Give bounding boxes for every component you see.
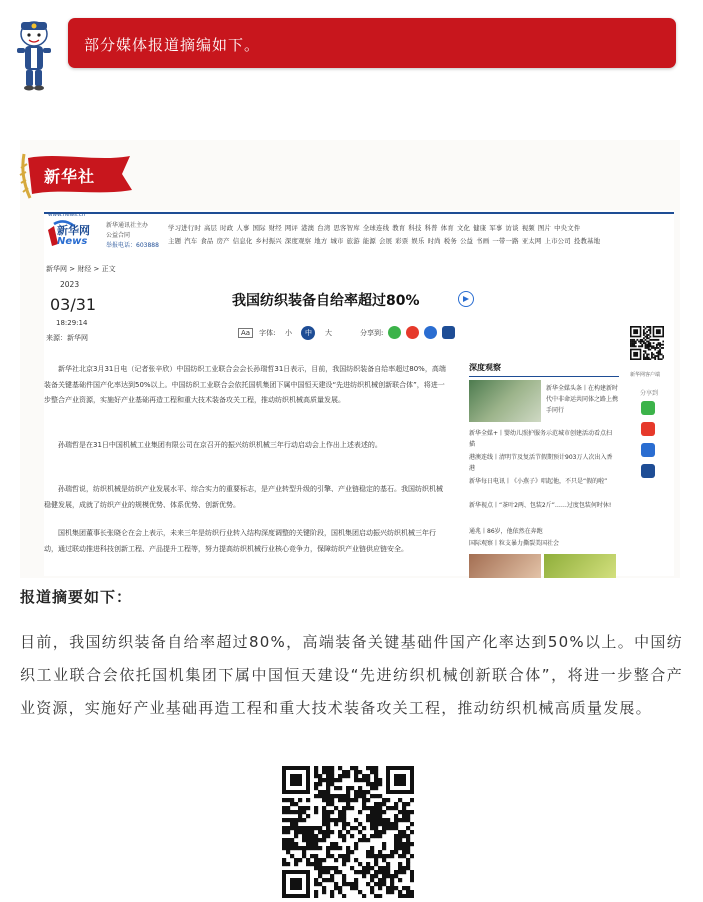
nav-link[interactable]: 高层 [203, 224, 218, 232]
font-mid-button[interactable]: 中 [301, 326, 315, 340]
nav-link[interactable]: 城市 [330, 237, 344, 245]
sidebar-item[interactable]: 新华全媒+丨婴幼儿照护服务示范城市创建活动看点扫描 [469, 430, 613, 448]
nav-link[interactable]: 思客智库 [333, 224, 360, 232]
nav-link[interactable]: 科普 [424, 224, 438, 232]
qr-code-icon [630, 326, 664, 360]
nav-link[interactable]: 彩票 [395, 237, 409, 245]
site-slogan: 新华通讯社主办 [106, 222, 149, 229]
nav-link[interactable]: 地方 [314, 237, 328, 245]
sidebar-image[interactable] [544, 554, 616, 578]
nav-link[interactable]: 视频 [521, 224, 535, 232]
nav-link[interactable]: 时尚 [427, 237, 441, 245]
nav-link[interactable]: 食品 [200, 237, 214, 245]
top-rule [44, 212, 674, 214]
nav-link[interactable]: 港澳 [301, 224, 315, 232]
audio-play-icon[interactable] [458, 291, 474, 307]
nav-link[interactable]: 人事 [236, 224, 250, 232]
wechat-icon[interactable] [388, 326, 401, 339]
nav-link[interactable]: 能源 [362, 237, 377, 245]
mobile-icon[interactable] [641, 464, 655, 478]
nav-link[interactable]: 台湾 [317, 224, 331, 232]
summary-heading: 报道摘要如下： [20, 588, 133, 606]
nav-link[interactable]: 图片 [537, 224, 552, 232]
nav-link[interactable]: 时政 [220, 224, 234, 232]
nav-link[interactable]: 体育 [440, 224, 454, 232]
nav-link[interactable]: 教育 [392, 224, 406, 232]
nav-link[interactable]: 主题 [168, 237, 182, 245]
nav-link[interactable]: 信息化 [232, 237, 253, 245]
nav-link[interactable]: 中央文件 [554, 224, 581, 232]
banner-text: 部分媒体报道摘编如下。 [84, 36, 261, 54]
sidebar-feature-caption[interactable]: 新华全媒头条丨在构建新时代中非命运共同体之路上携手同行 [546, 385, 619, 414]
qr-caption: 新华网客户端 [630, 372, 661, 378]
nav-row-1 [168, 223, 583, 232]
site-logo-sub: News [57, 236, 88, 247]
sidebar-item[interactable]: 新华视点丨“茶叶2两、包装2斤”……过度包装何时休! [469, 502, 612, 509]
link-icon[interactable] [424, 326, 437, 339]
article-title: 我国纺织装备自给率超过80% [232, 293, 420, 309]
share-controls [360, 326, 455, 339]
date-year: 2023 [60, 280, 80, 289]
nav-row-2 [168, 236, 603, 245]
qr-code-icon [282, 766, 414, 898]
breadcrumb[interactable]: 新华网 > 财经 > 正文 [46, 265, 116, 273]
date-source: 来源：新华网 [46, 334, 88, 342]
mobile-icon[interactable] [442, 326, 455, 339]
media-label: 新华社 [44, 167, 96, 186]
nav-link[interactable]: 一带一路 [492, 237, 519, 245]
font-size-icon: Aa [238, 328, 253, 338]
date-time: 18:29:14 [56, 319, 88, 327]
site-slogan2: 公益合同 [106, 232, 131, 239]
weibo-icon[interactable] [406, 326, 419, 339]
summary-body: 目前，我国纺织装备自给率超过80%，高端装备关键基础件国产化率达到50%以上。中国纺织工业联合会依托国机集团下属中国恒天建设“先进纺织机械创新联合体”，将进一步整合产业资源，实施好产业基础再造工程和重大技术装备攻关工程，推动纺织机械高质量发展。 [20, 633, 683, 717]
site-logo-text: 新华网 [57, 224, 90, 237]
site-url[interactable]: www.news.cn [48, 212, 86, 218]
sidebar-title: 深度观察 [469, 363, 501, 372]
nav-link[interactable]: 国际 [252, 224, 266, 232]
article-paragraph: 新华社北京3月31日电（记者张辛欣）中国纺织工业联合会会长孙瑞哲31日表示，目前，我国纺织装备自给率超过80%，高端装备关键基础件国产化率达到50%以上。中国纺织工业联合会依托国机集团下属中国恒天建设“先进纺织机械创新联合体”，将进一步整合产业资源，实施好产业基础再造工程和重大技术装备攻关工程，推动纺织机械高质量发展。 [44, 365, 446, 404]
nav-link[interactable]: 军事 [489, 224, 503, 232]
sidebar-item[interactable]: 港澳连线丨清明节及复活节假期预计903万人次出入香港 [469, 454, 613, 472]
date-day: 03/31 [50, 295, 97, 314]
sidebar-item[interactable]: 通兆丨86岁，他依然在奔跑 [469, 528, 543, 535]
site-phone: 举报电话：603888 [106, 242, 159, 249]
font-large-button[interactable]: 大 [324, 329, 332, 337]
nav-link[interactable]: 旅游 [346, 237, 360, 245]
nav-link[interactable]: 乡村振兴 [255, 237, 282, 245]
article-paragraph: 孙瑞哲说，纺织机械是纺织产业发展水平、综合实力的重要标志，是产业转型升级的引擎、产业链稳定的基石。我国纺织机械稳健发展，成就了纺织产业的规模优势、体系优势、创新优势。 [44, 485, 443, 509]
nav-link[interactable]: 全球连线 [362, 224, 390, 232]
nav-link[interactable]: 学习进行时 [168, 224, 201, 232]
police-mascot-icon [14, 16, 54, 96]
link-icon[interactable] [641, 443, 655, 457]
nav-link[interactable]: 娱乐 [411, 237, 425, 245]
nav-link[interactable]: 健康 [473, 224, 487, 232]
nav-link[interactable]: 深度观察 [284, 237, 312, 245]
sidebar-item[interactable]: 新华每日电讯丨《小燕子》唱起他，不只是“假的啦” [469, 478, 608, 485]
nav-link[interactable]: 财经 [268, 224, 282, 232]
nav-link[interactable]: 文化 [456, 224, 471, 232]
share-label: 分享到: [360, 328, 384, 337]
nav-link[interactable]: 亚太网 [521, 237, 542, 245]
nav-link[interactable]: 投教基地 [573, 237, 601, 245]
font-label: 字体: [259, 329, 276, 337]
nav-link[interactable]: 公益 [459, 237, 474, 245]
sidebar-feature-image[interactable] [469, 380, 541, 422]
nav-link[interactable]: 会展 [379, 237, 393, 245]
font-small-button[interactable]: 小 [284, 329, 292, 337]
nav-link[interactable]: 科技 [408, 224, 422, 232]
nav-link[interactable]: 书画 [476, 237, 490, 245]
sidebar-item[interactable]: 国际观察丨粒支暴力撕裂美国社会 [469, 540, 560, 547]
nav-link[interactable]: 网评 [284, 224, 299, 232]
font-size-controls [238, 326, 335, 340]
article-paragraph: 国机集团董事长张晓仑在会上表示，未来三年是纺织行业转入结构深度调整的关键阶段，国机集团启动振兴纺织机械三年行动，通过联动推进科技创新工程、产品提升工程等，努力提高纺织机械行业核心竞争力，保障纺织产业链供应链安全。 [44, 529, 436, 553]
sidebar-image[interactable] [469, 554, 541, 578]
nav-link[interactable]: 税务 [443, 237, 457, 245]
article-paragraph: 孙瑞哲是在31日中国机械工业集团有限公司在京召开的振兴纺织机械三年行动启动会上作出上述表述的。 [58, 441, 382, 449]
nav-link[interactable]: 访谈 [505, 224, 519, 232]
nav-link[interactable]: 房产 [216, 237, 230, 245]
nav-link[interactable]: 汽车 [184, 237, 198, 245]
nav-link[interactable]: 上市公司 [544, 237, 571, 245]
sidebar-rule [469, 376, 619, 377]
wechat-icon[interactable] [641, 401, 655, 415]
right-share-label: 分享到 [640, 390, 659, 397]
weibo-icon[interactable] [641, 422, 655, 436]
